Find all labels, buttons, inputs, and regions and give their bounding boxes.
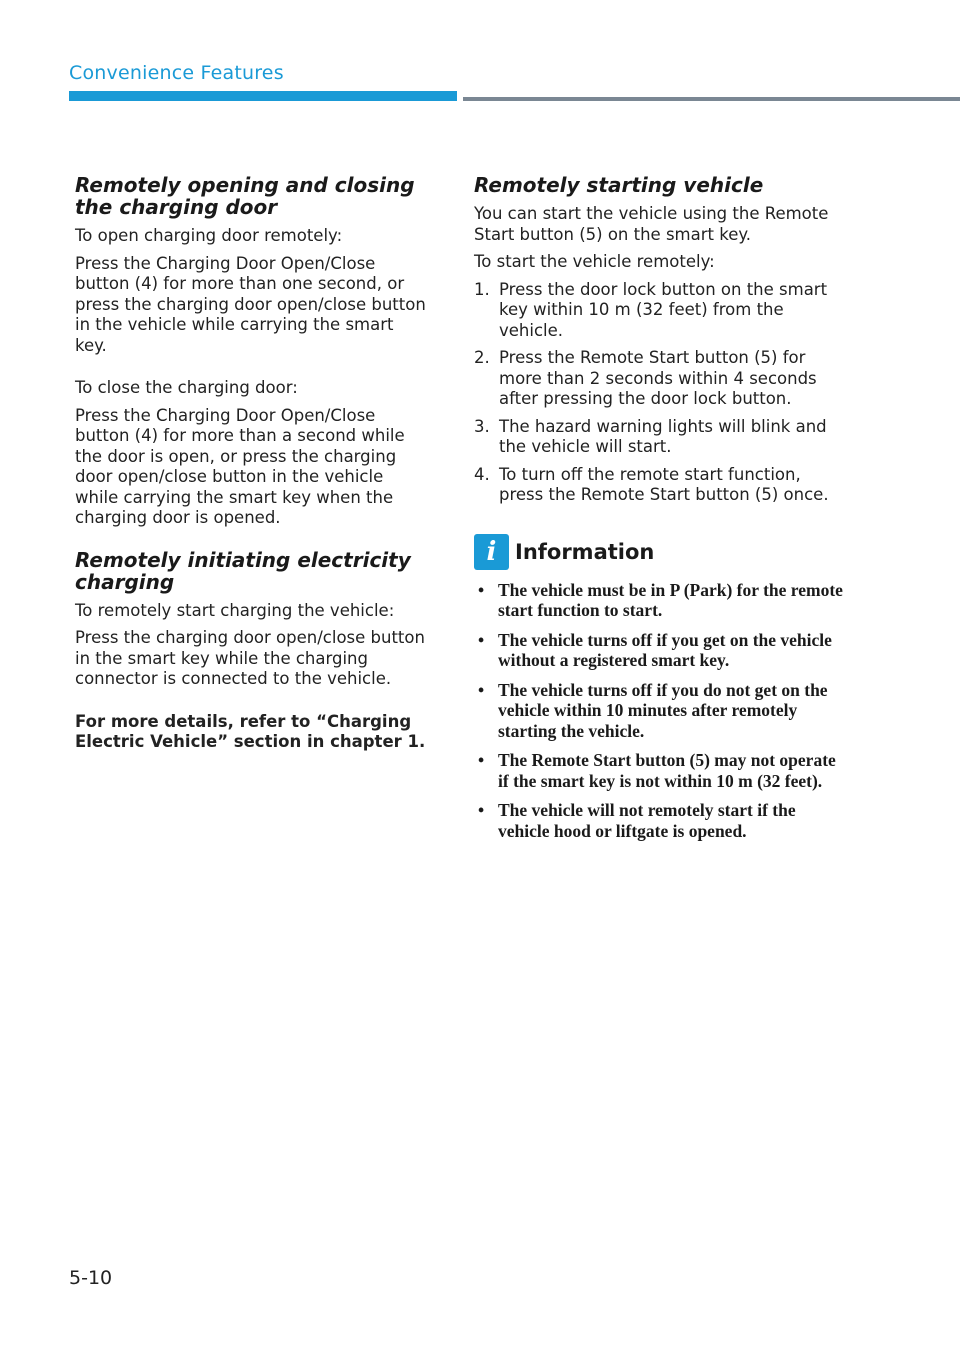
right-column: [474, 174, 844, 850]
reference-note: For more details, refer to “Charging Electric Vehicle” section in chapter 1.: [75, 711, 426, 751]
list-item: • The vehicle turns off if you get on the vehicle without a registered smart key.: [478, 629, 832, 670]
paragraph: To start the vehicle remotely:: [474, 252, 715, 271]
page-number: 5-10: [69, 1267, 113, 1289]
paragraph: Press the charging door open/close button in the smart key while the charging connector is connected to the vehicle.: [75, 628, 425, 688]
information-list: [474, 580, 844, 842]
left-column: [75, 174, 430, 773]
header-rule: [463, 97, 960, 101]
section-charging-door: [75, 174, 430, 529]
list-item: • The vehicle will not remotely start if the vehicle hood or liftgate is opened.: [478, 800, 796, 841]
section-heading: Remotely initiating electricity charging: [75, 547, 411, 594]
section-heading: Remotely opening and closing the charging door: [75, 173, 415, 219]
list-item: 4. To turn off the remote start function, press the Remote Start button (5) once.: [474, 464, 829, 504]
chapter-title: Convenience Features: [69, 62, 284, 84]
paragraph: To open charging door remotely:: [75, 226, 343, 245]
information-icon: i: [474, 534, 509, 570]
section-electricity-charging: [75, 549, 430, 753]
section-heading: Remotely starting vehicle: [474, 173, 764, 197]
information-header: [474, 534, 844, 570]
paragraph: Press the Charging Door Open/Close button (4) for more than a second while the door is open, or press the charging door open/close button in the vehicle while carrying the smart key when the charging door is opened.: [75, 405, 405, 527]
header-accent-bar: [69, 91, 457, 101]
list-item: • The vehicle turns off if you do not get on the vehicle within 10 minutes after remotely starting the vehicle.: [478, 679, 828, 741]
list-item: • The vehicle must be in P (Park) for the remote start function to start.: [478, 579, 843, 620]
list-item: • The Remote Start button (5) may not operate if the smart key is not within 10 m (32 feet).: [478, 750, 836, 791]
list-item: 1. Press the door lock button on the smart key within 10 m (32 feet) from the vehicle.: [474, 279, 828, 340]
paragraph: To close the charging door:: [75, 378, 298, 397]
paragraph: To remotely start charging the vehicle:: [75, 600, 395, 620]
paragraph: You can start the vehicle using the Remote Start button (5) on the smart key.: [474, 204, 829, 244]
steps-list: [474, 280, 844, 506]
information-title: Information: [515, 539, 655, 564]
list-item: 3. The hazard warning lights will blink and the vehicle will start.: [474, 416, 827, 456]
paragraph: Press the Charging Door Open/Close button (4) for more than one second, or press the charging door open/close button in the vehicle while carrying the smart key.: [75, 253, 426, 355]
list-item: 2. Press the Remote Start button (5) for more than 2 seconds within 4 seconds after pressing the door lock button.: [474, 348, 817, 408]
